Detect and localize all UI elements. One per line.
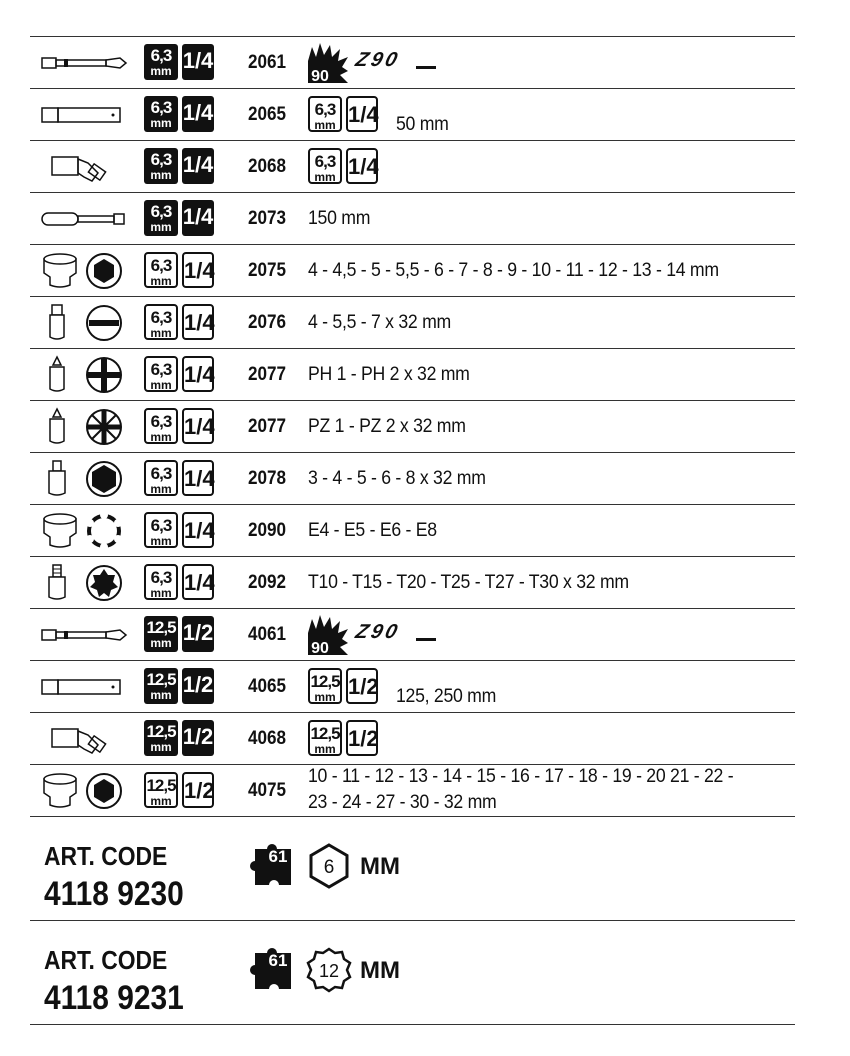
drive-inch-fraction: 1/2 [348,674,379,699]
drive-inch-badge [182,720,214,756]
drive-size-unit: mm [150,168,172,182]
table-row [30,661,795,713]
table-row [30,401,795,453]
table-row [30,349,795,401]
item-code: 4068 [248,728,287,749]
drive-size-value: 6,3 [314,152,336,171]
drive-size-unit: mm [150,740,172,754]
drive-size-value: 6,3 [150,308,172,327]
item-code: 2077 [248,364,287,385]
drive-inch-badge [346,668,378,704]
brand-underline [416,638,436,641]
extension-bar-icon [36,669,130,705]
drive-inch-fraction: 1/4 [184,466,215,491]
drive-size-unit: mm [150,326,172,340]
drive-inch-badge [346,148,378,184]
socket-icon [40,771,80,807]
drive-size-badge [144,356,178,392]
item-code: 2076 [248,312,287,333]
drive-inch-fraction: 1/4 [184,362,215,387]
drive-size-value: 12,5 [146,670,176,689]
piece-count: 61 [268,951,288,970]
article-block-2 [30,921,795,1025]
drive-size-value: 6,3 [150,46,172,65]
ratchet-teeth-icon [306,613,350,657]
item-code: 2092 [248,572,287,593]
article-label: ART. CODE [44,945,168,975]
item-description: 125, 250 mm [396,686,497,707]
item-description: 4 - 4,5 - 5 - 5,5 - 6 - 7 - 8 - 9 - 10 - 11 - 12 - 13 - 14 mm [308,260,719,281]
drive-size-badge [144,616,178,652]
drive-size-badge [144,252,178,288]
drive-inch-fraction: 1/4 [182,100,214,125]
drive-size-value: 6,3 [150,98,172,117]
drive-size-badge [144,96,178,132]
item-code: 2077 [248,416,287,437]
drive-size-value: 12,5 [146,776,176,795]
article-block-1 [30,817,795,921]
drive-inch-fraction: 1/4 [184,570,215,595]
table-row [30,297,795,349]
drive-inch-badge [346,720,378,756]
drive-size-unit: mm [150,586,172,600]
drive-inch-badge [182,96,214,132]
item-description: PH 1 - PH 2 x 32 mm [308,364,470,385]
drive-inch-badge [182,252,214,288]
bit-socket-icon [40,303,80,339]
socket-icon [40,511,80,547]
item-description: 10 - 11 - 12 - 13 - 14 - 15 - 16 - 17 - 18 - 19 - 20 21 - 22 - 23 - 24 - 27 - 30 - 32 mm [308,766,734,813]
drive-inch-fraction: 1/4 [182,204,214,229]
ratchet-teeth-count: 90 [311,68,329,85]
item-description: E4 - E5 - E6 - E8 [308,520,437,541]
drive-size-unit: mm [150,534,172,548]
drive-size-unit: mm [150,688,172,702]
drive-size-unit: mm [314,742,336,756]
drive-size-unit: mm [150,482,172,496]
drive-size-badge [144,512,178,548]
drive-inch-badge [182,200,214,236]
drive-inch-fraction: 1/4 [184,414,215,439]
drive-inch-fraction: 1/4 [182,48,214,73]
puzzle-piece-icon [245,841,295,891]
item-code: 4075 [248,780,287,801]
item-code: 2073 [248,208,287,229]
table-row [30,245,795,297]
unit-label: MM [360,957,400,984]
item-code: 2078 [248,468,287,489]
table-row [30,193,795,245]
ratchet-brand: Z90 [353,49,403,71]
drive-inch-fraction: 1/2 [182,672,214,697]
hex-bit-icon [40,459,80,495]
brand-underline [416,66,436,69]
table-row [30,141,795,193]
drive-size-unit: mm [150,378,172,392]
drive-size-value: 6,3 [150,202,172,221]
ratchet-icon [36,617,130,653]
drive-size-value: 6,3 [150,464,172,483]
universal-joint-icon [36,149,130,185]
drive-size-badge [308,96,342,132]
drive-size-unit: mm [150,430,172,444]
table-row [30,37,795,89]
article-number: 4118 9231 [44,979,184,1017]
drive-size-badge [308,668,342,704]
bi-hex-socket-profile-icon [306,947,352,993]
spinner-handle-icon [36,201,130,237]
item-code: 2068 [248,156,287,177]
drive-size-unit: mm [314,170,336,184]
profile-number: 12 [318,961,340,981]
torx-bit-icon [40,563,80,599]
drive-size-value: 12,5 [310,672,340,691]
table-row [30,609,795,661]
drive-inch-badge [182,408,214,444]
item-code: 2061 [248,52,287,73]
item-code: 2075 [248,260,287,281]
item-description: PZ 1 - PZ 2 x 32 mm [308,416,466,437]
drive-size-badge [144,720,178,756]
socket-icon [40,251,80,287]
drive-size-badge [144,408,178,444]
article-number: 4118 9230 [44,875,184,913]
drive-size-value: 6,3 [150,412,172,431]
drive-size-unit: mm [150,794,172,808]
drive-size-value: 12,5 [146,618,176,637]
item-description: 50 mm [396,114,449,135]
drive-inch-fraction: 1/4 [184,518,215,543]
drive-size-unit: mm [150,116,172,130]
article-label: ART. CODE [44,841,168,871]
parts-table [30,36,795,817]
table-row [30,765,795,817]
drive-inch-badge [182,564,214,600]
ratchet-brand: Z90 [353,621,403,643]
drive-size-value: 6,3 [314,100,336,119]
item-description: 4 - 5,5 - 7 x 32 mm [308,312,451,333]
ratchet-icon [36,45,130,81]
hex-profile-icon [86,253,122,289]
drive-size-badge [144,564,178,600]
drive-inch-fraction: 1/4 [184,258,215,283]
drive-size-badge [144,668,178,704]
drive-inch-badge [182,772,214,808]
hex-profile-icon [86,773,122,809]
drive-inch-badge [346,96,378,132]
puzzle-piece-icon [245,945,295,995]
drive-size-unit: mm [150,636,172,650]
profile-number: 6 [323,857,335,878]
item-code: 2065 [248,104,287,125]
drive-size-badge [308,720,342,756]
item-code: 4065 [248,676,287,697]
drive-size-value: 6,3 [150,360,172,379]
drive-size-badge [144,772,178,808]
drive-inch-badge [182,512,214,548]
pozidriv-bit-icon [40,407,80,443]
table-row [30,713,795,765]
drive-inch-fraction: 1/4 [348,154,379,179]
phillips-bit-icon [40,355,80,391]
drive-inch-fraction: 1/2 [184,778,215,803]
drive-inch-badge [182,668,214,704]
drive-inch-fraction: 1/4 [348,102,379,127]
drive-size-badge [144,44,178,80]
drive-inch-badge [182,304,214,340]
drive-size-unit: mm [150,64,172,78]
e-torx-profile-icon [86,513,122,549]
slotted-profile-icon [86,305,122,341]
drive-inch-fraction: 1/2 [182,724,214,749]
ratchet-teeth-icon [306,41,350,85]
drive-size-value: 6,3 [150,568,172,587]
drive-inch-badge [182,148,214,184]
drive-inch-badge [182,44,214,80]
drive-size-badge [144,304,178,340]
pozidriv-profile-icon [86,409,122,445]
item-code: 4061 [248,624,287,645]
torx-profile-icon [86,565,122,601]
drive-size-unit: mm [150,274,172,288]
drive-inch-badge [182,616,214,652]
drive-inch-fraction: 1/4 [182,152,214,177]
unit-label: MM [360,853,400,880]
phillips-profile-icon [86,357,122,393]
drive-inch-fraction: 1/2 [182,620,214,645]
drive-size-badge [144,460,178,496]
drive-size-value: 6,3 [150,256,172,275]
drive-inch-fraction: 1/4 [184,310,215,335]
item-description: 3 - 4 - 5 - 6 - 8 x 32 mm [308,468,486,489]
extension-bar-icon [36,97,130,133]
drive-size-value: 12,5 [310,724,340,743]
drive-size-value: 12,5 [146,722,176,741]
drive-inch-fraction: 1/2 [348,726,379,751]
item-description: 150 mm [308,208,371,229]
ratchet-teeth-count: 90 [311,640,329,657]
drive-size-unit: mm [314,118,336,132]
hex-socket-profile-icon [306,843,352,889]
drive-size-badge [308,148,342,184]
table-row [30,89,795,141]
item-code: 2090 [248,520,287,541]
drive-size-value: 6,3 [150,150,172,169]
drive-size-unit: mm [314,690,336,704]
item-description: T10 - T15 - T20 - T25 - T27 - T30 x 32 mm [308,572,629,593]
drive-inch-badge [182,356,214,392]
drive-size-badge [144,200,178,236]
table-row [30,557,795,609]
table-row [30,505,795,557]
table-row [30,453,795,505]
hex-key-profile-icon [86,461,122,497]
drive-inch-badge [182,460,214,496]
universal-joint-icon [36,721,130,757]
drive-size-badge [144,148,178,184]
drive-size-value: 6,3 [150,516,172,535]
piece-count: 61 [268,847,288,866]
drive-size-unit: mm [150,220,172,234]
